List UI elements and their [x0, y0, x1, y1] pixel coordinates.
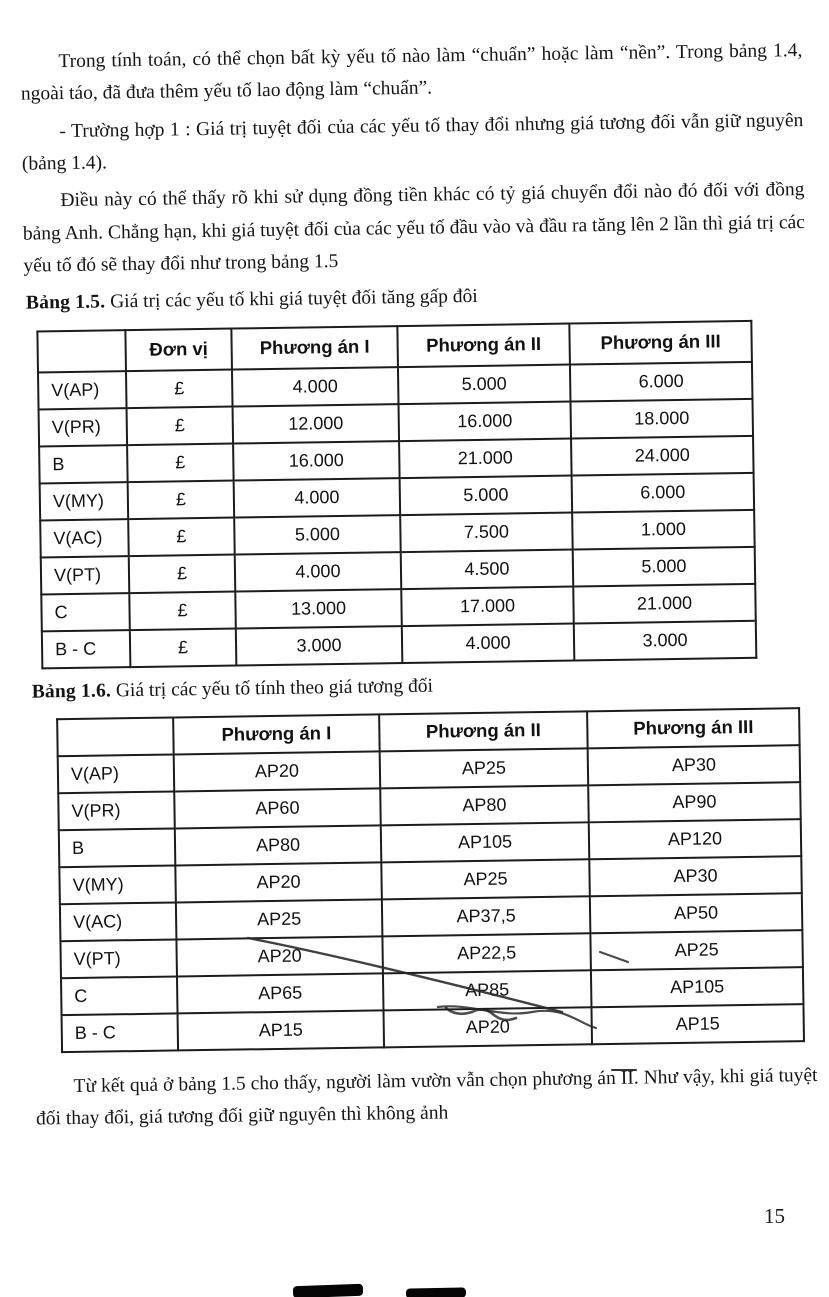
table-cell: 4.000 — [232, 367, 399, 406]
table-cell: 4.500 — [401, 549, 574, 589]
scan-artifact — [406, 1287, 466, 1297]
table-cell: AP80 — [175, 825, 382, 865]
table-cell: AP15 — [591, 1004, 804, 1044]
table-cell: £ — [130, 628, 237, 667]
table-cell: £ — [126, 369, 233, 408]
table-cell: V(PT) — [60, 939, 177, 978]
table-cell: 6.000 — [570, 361, 753, 401]
table-cell: 7.500 — [400, 512, 573, 552]
table-cell: AP25 — [381, 859, 590, 899]
table-cell: AP50 — [590, 893, 803, 933]
table-header-cell: Phương án I — [173, 714, 380, 754]
table-cell: AP20 — [175, 862, 382, 902]
table-cell: AP15 — [178, 1010, 385, 1050]
table-1-6-body — [58, 745, 804, 1052]
table-cell: £ — [129, 591, 236, 630]
table-header-cell: Phương án I — [231, 326, 398, 369]
paragraph-1: Trong tính toán, có thể chọn bất kỳ yếu tố nào làm “chuẩn” hoặc làm “nền”. Trong bảng 1.4, ngoài táo, đã đưa thêm yếu tố lao động làm “chuẩn”. — [20, 40, 803, 106]
table-cell: AP25 — [380, 748, 589, 788]
table-1-5 — [36, 319, 757, 669]
table-cell: 18.000 — [570, 398, 753, 438]
table-cell: 21.000 — [399, 438, 572, 478]
table-header-cell — [57, 717, 174, 756]
table-cell: B - C — [62, 1013, 179, 1052]
table-cell: 16.000 — [399, 401, 572, 441]
table-cell: 5.000 — [400, 475, 573, 515]
table-1-5-caption-label: Bảng 1.5. — [25, 290, 106, 314]
table-cell: V(PR) — [39, 408, 128, 446]
table-cell: B — [59, 828, 176, 867]
table-cell: V(AC) — [60, 902, 177, 941]
table-cell: 5.000 — [234, 515, 401, 554]
table-header-cell: Đơn vị — [125, 328, 232, 371]
table-cell: AP105 — [591, 967, 804, 1007]
table-cell: 3.000 — [236, 626, 403, 665]
table-cell: AP20 — [383, 1007, 592, 1047]
table-cell: V(MY) — [59, 865, 176, 904]
table-header-cell: Phương án III — [587, 708, 800, 748]
table-cell: £ — [127, 443, 234, 482]
table-cell: 4.000 — [235, 552, 402, 591]
table-cell: 5.000 — [398, 364, 571, 404]
table-cell: V(AP) — [58, 754, 175, 793]
table-1-5-caption-text: Giá trị các yếu tố khi giá tuyệt đối tăng gấp đôi — [105, 285, 478, 312]
table-1-6-caption-label: Bảng 1.6. — [31, 679, 112, 703]
table-1-6-caption — [32, 670, 812, 704]
table-1-6 — [56, 707, 805, 1053]
table-cell: 1.000 — [572, 509, 755, 549]
table-cell: £ — [128, 480, 235, 519]
table-cell: 5.000 — [573, 546, 756, 586]
table-cell: V(MY) — [40, 482, 129, 520]
table-header-cell — [37, 330, 126, 372]
paragraph-4: Từ kết quả ở bảng 1.5 cho thấy, người làm vườn vẫn chọn phương án II. Như vậy, khi giá tuyệt đối thay đổi, giá tương đối giữ nguyên thì không ảnh — [35, 1064, 818, 1130]
page-number: 15 — [764, 1204, 785, 1228]
table-header-cell: Phương án II — [397, 323, 570, 367]
table-cell: AP120 — [589, 819, 802, 859]
table-1-5-caption — [26, 281, 806, 315]
table-cell: £ — [127, 406, 234, 445]
paragraph-3: Điều này có thể thấy rõ khi sử dụng đồng tiền khác có tỷ giá chuyển đổi nào đó đối với đồng bảng Anh. Chẳng hạn, khi giá tuyệt đối của các yếu tố đầu vào và đầu ra tăng lên 2 lần thì giá trị các yếu tố đó sẽ thay đổi như trong bảng 1.5 — [22, 179, 806, 277]
table-cell: AP30 — [588, 745, 801, 785]
table-1-5-body — [38, 361, 756, 668]
table-cell: AP60 — [174, 788, 381, 828]
table-cell: V(PT) — [41, 556, 130, 594]
table-cell: B — [39, 445, 128, 483]
table-cell: 21.000 — [573, 583, 756, 623]
table-header-cell: Phương án II — [379, 711, 588, 751]
table-1-6-caption-text: Giá trị các yếu tố tính theo giá tương đối — [110, 675, 434, 701]
table-cell: 6.000 — [572, 472, 755, 512]
table-cell: 12.000 — [233, 404, 400, 443]
table-cell: AP90 — [588, 782, 801, 822]
table-cell: V(PR) — [58, 791, 175, 830]
table-cell: V(AC) — [40, 519, 129, 557]
table-cell: AP105 — [381, 822, 590, 862]
table-cell: 4.000 — [234, 478, 401, 517]
table-cell: C — [61, 976, 178, 1015]
table-cell: AP85 — [383, 970, 592, 1010]
table-cell: C — [41, 593, 130, 631]
table-cell: AP80 — [380, 785, 589, 825]
table-cell: 13.000 — [235, 589, 402, 628]
table-cell: V(AP) — [38, 371, 127, 409]
table-cell: 3.000 — [574, 620, 757, 660]
table-cell: AP20 — [174, 751, 381, 791]
table-cell: B - C — [42, 630, 131, 668]
page-content — [20, 35, 818, 1141]
table-cell: 17.000 — [401, 586, 574, 626]
table-cell: £ — [129, 554, 236, 593]
table-cell: £ — [128, 517, 235, 556]
table-cell: AP20 — [176, 936, 383, 976]
table-cell: 4.000 — [402, 623, 575, 663]
table-cell: AP37,5 — [382, 896, 591, 936]
table-cell: AP25 — [590, 930, 803, 970]
table-cell: AP25 — [176, 899, 383, 939]
table-header-cell: Phương án III — [569, 320, 752, 364]
table-cell: AP65 — [177, 973, 384, 1013]
table-cell: AP30 — [589, 856, 802, 896]
table-cell: 16.000 — [233, 441, 400, 480]
paragraph-2: - Trường hợp 1 : Giá trị tuyệt đối của các yếu tố thay đổi nhưng giá tương đối vẫn giữ nguyên (bảng 1.4). — [21, 109, 804, 175]
table-cell: AP22,5 — [382, 933, 591, 973]
scan-artifact — [293, 1284, 363, 1297]
table-cell: 24.000 — [571, 435, 754, 475]
